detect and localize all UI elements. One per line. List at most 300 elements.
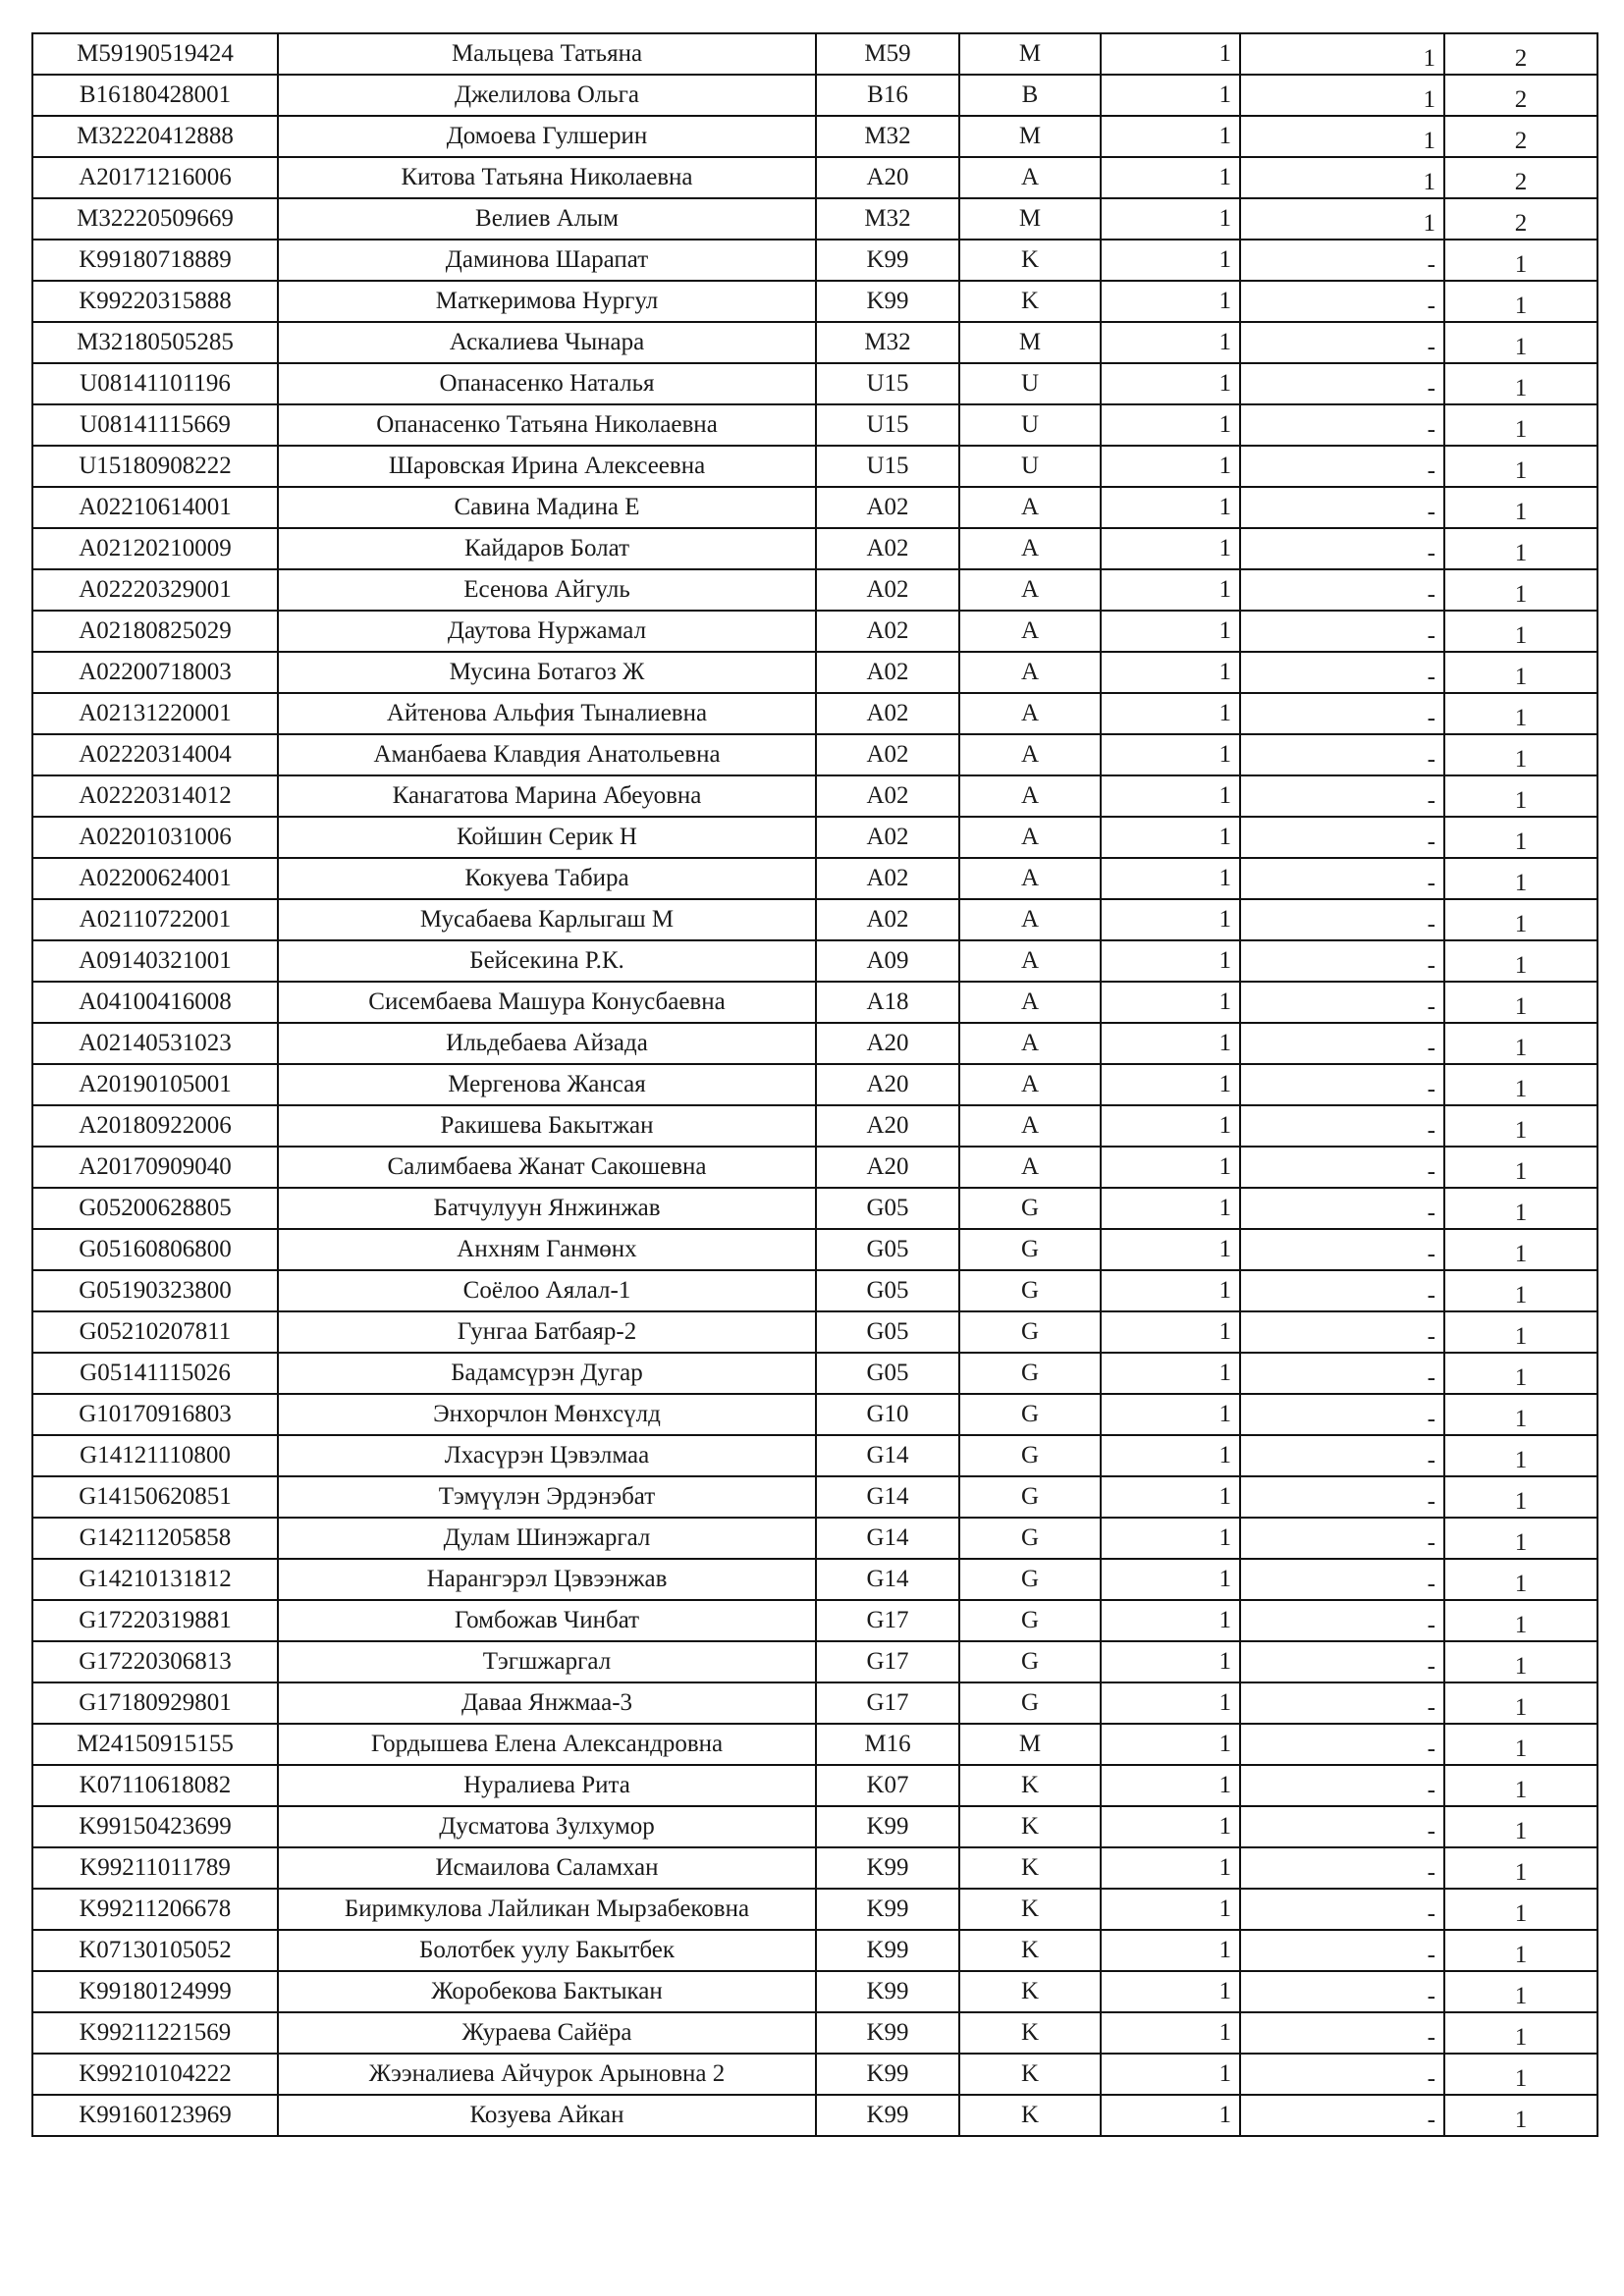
count-cell: 1 [1101,817,1240,858]
record-id-cell: G14210131812 [32,1559,278,1600]
person-name-cell: Есенова Айгуль [278,569,816,611]
value-one-cell-text: - [1427,2065,1435,2092]
person-name-cell: Бадамсүрэн Дугар [278,1353,816,1394]
value-two-cell [1444,858,1597,899]
group-code-cell: G05 [816,1188,959,1229]
value-one-cell [1240,363,1444,404]
table-row [32,569,1597,611]
count-cell: 1 [1101,1353,1240,1394]
table-row [32,2054,1597,2095]
value-one-cell-text: - [1427,1942,1435,1968]
value-two-cell [1444,1682,1597,1724]
record-id-cell: A02201031006 [32,817,278,858]
value-one-cell [1240,1559,1444,1600]
record-id-cell: G10170916803 [32,1394,278,1435]
record-id-cell: A20171216006 [32,157,278,198]
count-cell: 1 [1101,775,1240,817]
value-one-cell-text: - [1427,1900,1435,1927]
record-id-cell: A20170909040 [32,1147,278,1188]
value-one-cell-text: - [1427,375,1435,401]
category-letter-cell: A [959,1105,1101,1147]
group-code-cell: A02 [816,734,959,775]
value-two-cell [1444,1023,1597,1064]
table-row [32,982,1597,1023]
person-name-cell: Нуралиева Рита [278,1765,816,1806]
value-two-cell [1444,1064,1597,1105]
person-name-cell: Китова Татьяна Николаевна [278,157,816,198]
value-one-cell-text: 1 [1423,210,1435,237]
record-id-cell: A02110722001 [32,899,278,940]
value-one-cell-text: - [1427,705,1435,731]
value-one-cell-text: - [1427,1282,1435,1308]
value-two-cell [1444,1930,1597,1971]
table-row [32,322,1597,363]
table-row [32,817,1597,858]
record-id-cell: G17220306813 [32,1641,278,1682]
count-cell: 1 [1101,363,1240,404]
group-code-cell: A02 [816,528,959,569]
value-two-cell [1444,75,1597,116]
category-letter-cell: A [959,858,1101,899]
category-letter-cell: G [959,1394,1101,1435]
group-code-cell: G17 [816,1600,959,1641]
value-two-cell [1444,404,1597,446]
group-code-cell: K99 [816,2012,959,2054]
person-name-cell: Аскалиева Чынара [278,322,816,363]
value-two-cell-text: 1 [1514,416,1528,443]
record-id-cell: K99150423699 [32,1806,278,1847]
category-letter-cell: A [959,940,1101,982]
record-id-cell: A20180922006 [32,1105,278,1147]
value-one-cell-text: - [1427,993,1435,1020]
value-one-cell-text: - [1427,828,1435,855]
group-code-cell: A02 [816,693,959,734]
count-cell: 1 [1101,1765,1240,1806]
value-one-cell-text: - [1427,1035,1435,1061]
table-row [32,1600,1597,1641]
value-one-cell [1240,1064,1444,1105]
value-one-cell [1240,1971,1444,2012]
value-two-cell [1444,982,1597,1023]
value-two-cell [1444,775,1597,817]
value-one-cell [1240,1889,1444,1930]
table-row [32,528,1597,569]
value-two-cell-text: 1 [1514,1488,1528,1515]
count-cell: 1 [1101,1064,1240,1105]
value-two-cell [1444,1724,1597,1765]
person-name-cell: Джелилова Ольга [278,75,816,116]
table-body [32,33,1597,2136]
count-cell: 1 [1101,1847,1240,1889]
group-code-cell: A02 [816,858,959,899]
person-name-cell: Опанасенко Татьяна Николаевна [278,404,816,446]
value-one-cell [1240,899,1444,940]
person-name-cell: Кайдаров Болат [278,528,816,569]
value-two-cell [1444,1889,1597,1930]
group-code-cell: G05 [816,1270,959,1311]
category-letter-cell: K [959,240,1101,281]
table-row [32,693,1597,734]
person-name-cell: Жураева Сайёра [278,2012,816,2054]
value-one-cell-text: - [1427,293,1435,319]
count-cell: 1 [1101,322,1240,363]
value-two-cell-text: 2 [1514,86,1528,113]
record-id-cell: A02200718003 [32,652,278,693]
table-row [32,1188,1597,1229]
value-one-cell-text: - [1427,251,1435,278]
person-name-cell: Кокуева Табира [278,858,816,899]
value-one-cell-text: - [1427,1447,1435,1473]
value-one-cell [1240,1600,1444,1641]
value-two-cell-text: 1 [1514,993,1528,1020]
category-letter-cell: A [959,1064,1101,1105]
table-row [32,1806,1597,1847]
table-row [32,198,1597,240]
value-one-cell-text: - [1427,1241,1435,1267]
value-two-cell [1444,1311,1597,1353]
record-id-cell: G05200628805 [32,1188,278,1229]
count-cell: 1 [1101,487,1240,528]
category-letter-cell: K [959,1971,1101,2012]
value-two-cell-text: 1 [1514,2065,1528,2092]
value-two-cell-text: 1 [1514,828,1528,855]
group-code-cell: K99 [816,2095,959,2136]
category-letter-cell: A [959,528,1101,569]
value-one-cell [1240,1765,1444,1806]
category-letter-cell: U [959,446,1101,487]
category-letter-cell: U [959,363,1101,404]
record-id-cell: K99180124999 [32,1971,278,2012]
count-cell: 1 [1101,1600,1240,1641]
category-letter-cell: U [959,404,1101,446]
group-code-cell: A02 [816,899,959,940]
table-row [32,1682,1597,1724]
value-two-cell-text: 1 [1514,499,1528,525]
count-cell: 1 [1101,1559,1240,1600]
value-one-cell-text: - [1427,1488,1435,1515]
value-one-cell [1240,33,1444,75]
category-letter-cell: G [959,1188,1101,1229]
value-one-cell [1240,1724,1444,1765]
value-two-cell-text: 1 [1514,1406,1528,1432]
category-letter-cell: G [959,1353,1101,1394]
value-one-cell-text: - [1427,1612,1435,1638]
person-name-cell: Даваа Янжмаа-3 [278,1682,816,1724]
value-two-cell [1444,33,1597,75]
table-row [32,899,1597,940]
person-name-cell: Опанасенко Наталья [278,363,816,404]
value-two-cell-text: 1 [1514,1900,1528,1927]
value-one-cell [1240,611,1444,652]
record-id-cell: G05160806800 [32,1229,278,1270]
value-one-cell [1240,1311,1444,1353]
person-name-cell: Жээналиева Айчурок Арыновна 2 [278,2054,816,2095]
person-name-cell: Маткеримова Нургул [278,281,816,322]
person-name-cell: Велиев Алым [278,198,816,240]
category-letter-cell: A [959,817,1101,858]
category-letter-cell: K [959,281,1101,322]
count-cell: 1 [1101,1147,1240,1188]
group-code-cell: G14 [816,1476,959,1518]
group-code-cell: G10 [816,1394,959,1435]
table-row [32,2012,1597,2054]
count-cell: 1 [1101,1188,1240,1229]
value-one-cell [1240,1270,1444,1311]
category-letter-cell: A [959,982,1101,1023]
group-code-cell: K99 [816,240,959,281]
category-letter-cell: G [959,1600,1101,1641]
category-letter-cell: K [959,1847,1101,1889]
count-cell: 1 [1101,652,1240,693]
value-one-cell [1240,404,1444,446]
record-id-cell: B16180428001 [32,75,278,116]
group-code-cell: K07 [816,1765,959,1806]
count-cell: 1 [1101,1311,1240,1353]
count-cell: 1 [1101,404,1240,446]
value-two-cell-text: 1 [1514,1983,1528,2009]
value-two-cell-text: 1 [1514,251,1528,278]
value-one-cell-text: - [1427,334,1435,360]
table-row [32,240,1597,281]
value-one-cell [1240,198,1444,240]
value-two-cell-text: 1 [1514,1158,1528,1185]
record-id-cell: G05210207811 [32,1311,278,1353]
table-row [32,1353,1597,1394]
value-two-cell [1444,1270,1597,1311]
value-two-cell-text: 1 [1514,540,1528,566]
value-two-cell [1444,1105,1597,1147]
table-row [32,1847,1597,1889]
value-one-cell-text: - [1427,1117,1435,1144]
value-two-cell [1444,1476,1597,1518]
table-row [32,858,1597,899]
table-row [32,75,1597,116]
person-name-cell: Соёлоо Аялал-1 [278,1270,816,1311]
count-cell: 1 [1101,1476,1240,1518]
group-code-cell: M59 [816,33,959,75]
value-one-cell [1240,1806,1444,1847]
count-cell: 1 [1101,1806,1240,1847]
value-two-cell-text: 1 [1514,1035,1528,1061]
group-code-cell: U15 [816,404,959,446]
value-two-cell-text: 1 [1514,1571,1528,1597]
category-letter-cell: A [959,734,1101,775]
record-id-cell: K99211011789 [32,1847,278,1889]
value-one-cell [1240,1682,1444,1724]
value-two-cell-text: 1 [1514,1612,1528,1638]
value-two-cell-text: 2 [1514,45,1528,72]
value-two-cell [1444,1353,1597,1394]
count-cell: 1 [1101,198,1240,240]
person-name-cell: Жоробекова Бактыкан [278,1971,816,2012]
value-two-cell [1444,734,1597,775]
group-code-cell: A20 [816,1023,959,1064]
value-one-cell-text: 1 [1423,45,1435,72]
record-id-cell: A02220329001 [32,569,278,611]
value-two-cell [1444,1847,1597,1889]
table-row [32,1724,1597,1765]
group-code-cell: U15 [816,446,959,487]
value-one-cell [1240,487,1444,528]
value-one-cell [1240,281,1444,322]
count-cell: 1 [1101,1105,1240,1147]
table-row [32,281,1597,322]
count-cell: 1 [1101,528,1240,569]
category-letter-cell: K [959,2095,1101,2136]
category-letter-cell: G [959,1559,1101,1600]
group-code-cell: A02 [816,775,959,817]
group-code-cell: K99 [816,281,959,322]
group-code-cell: A20 [816,1147,959,1188]
record-id-cell: G17220319881 [32,1600,278,1641]
value-two-cell [1444,817,1597,858]
person-name-cell: Гунгаа Батбаяр-2 [278,1311,816,1353]
record-id-cell: M32220412888 [32,116,278,157]
category-letter-cell: A [959,487,1101,528]
value-two-cell-text: 1 [1514,581,1528,608]
record-id-cell: A04100416008 [32,982,278,1023]
category-letter-cell: K [959,2012,1101,2054]
group-code-cell: G05 [816,1353,959,1394]
value-two-cell [1444,528,1597,569]
value-one-cell [1240,240,1444,281]
record-id-cell: U08141115669 [32,404,278,446]
value-one-cell [1240,652,1444,693]
count-cell: 1 [1101,1889,1240,1930]
table-row [32,1559,1597,1600]
table-row [32,446,1597,487]
record-id-cell: U15180908222 [32,446,278,487]
table-row [32,1105,1597,1147]
value-two-cell-text: 1 [1514,375,1528,401]
person-name-cell: Дусматова Зулхумор [278,1806,816,1847]
value-one-cell-text: - [1427,622,1435,649]
value-two-cell-text: 1 [1514,1447,1528,1473]
value-two-cell [1444,2095,1597,2136]
value-two-cell-text: 1 [1514,1818,1528,1844]
person-name-cell: Даминова Шарапат [278,240,816,281]
group-code-cell: A09 [816,940,959,982]
value-one-cell [1240,1147,1444,1188]
person-name-cell: Салимбаева Жанат Сакошевна [278,1147,816,1188]
value-one-cell-text: 1 [1423,169,1435,195]
count-cell: 1 [1101,1971,1240,2012]
person-name-cell: Ракишева Бакытжан [278,1105,816,1147]
category-letter-cell: A [959,693,1101,734]
value-one-cell [1240,157,1444,198]
count-cell: 1 [1101,569,1240,611]
record-id-cell: U08141101196 [32,363,278,404]
table-row [32,1930,1597,1971]
count-cell: 1 [1101,240,1240,281]
record-id-cell: A02220314004 [32,734,278,775]
count-cell: 1 [1101,157,1240,198]
value-two-cell [1444,240,1597,281]
person-name-cell: Койшин Серик Н [278,817,816,858]
value-two-cell-text: 1 [1514,1076,1528,1102]
value-two-cell-text: 1 [1514,293,1528,319]
category-letter-cell: B [959,75,1101,116]
person-name-cell: Гордышева Елена Александровна [278,1724,816,1765]
group-code-cell: G05 [816,1311,959,1353]
table-row [32,1476,1597,1518]
value-two-cell-text: 1 [1514,1282,1528,1308]
table-row [32,734,1597,775]
value-two-cell-text: 1 [1514,1694,1528,1721]
table-row [32,1971,1597,2012]
value-one-cell [1240,1188,1444,1229]
group-code-cell: A20 [816,157,959,198]
value-one-cell-text: - [1427,1694,1435,1721]
value-two-cell-text: 1 [1514,1117,1528,1144]
table-row [32,1889,1597,1930]
category-letter-cell: G [959,1476,1101,1518]
table-row [32,404,1597,446]
count-cell: 1 [1101,2012,1240,2054]
person-name-cell: Мергенова Жансая [278,1064,816,1105]
person-name-cell: Тэгшжаргал [278,1641,816,1682]
value-two-cell [1444,1188,1597,1229]
value-two-cell [1444,1229,1597,1270]
category-letter-cell: K [959,1930,1101,1971]
count-cell: 1 [1101,940,1240,982]
person-name-cell: Бейсекина Р.К. [278,940,816,982]
record-id-cell: G14211205858 [32,1518,278,1559]
value-one-cell-text: - [1427,1529,1435,1556]
count-cell: 1 [1101,1682,1240,1724]
value-two-cell [1444,157,1597,198]
table-row [32,1641,1597,1682]
value-one-cell-text: - [1427,1364,1435,1391]
value-one-cell-text: - [1427,1653,1435,1680]
value-one-cell-text: 1 [1423,128,1435,154]
value-two-cell-text: 1 [1514,1323,1528,1350]
group-code-cell: M32 [816,322,959,363]
value-one-cell [1240,940,1444,982]
category-letter-cell: M [959,198,1101,240]
record-id-cell: K99211221569 [32,2012,278,2054]
person-name-cell: Шаровская Ирина Алексеевна [278,446,816,487]
group-code-cell: K99 [816,1889,959,1930]
value-two-cell-text: 1 [1514,1364,1528,1391]
value-two-cell-text: 1 [1514,1942,1528,1968]
value-two-cell [1444,569,1597,611]
record-id-cell: M59190519424 [32,33,278,75]
value-two-cell [1444,2012,1597,2054]
value-one-cell-text: - [1427,952,1435,979]
group-code-cell: A20 [816,1064,959,1105]
record-id-cell: G17180929801 [32,1682,278,1724]
value-one-cell-text: - [1427,746,1435,773]
record-id-cell: K99180718889 [32,240,278,281]
value-one-cell [1240,528,1444,569]
table-row [32,33,1597,75]
value-one-cell [1240,817,1444,858]
value-one-cell [1240,734,1444,775]
value-two-cell [1444,652,1597,693]
value-one-cell-text: - [1427,457,1435,484]
record-id-cell: G05190323800 [32,1270,278,1311]
value-one-cell [1240,775,1444,817]
value-one-cell [1240,858,1444,899]
group-code-cell: G17 [816,1682,959,1724]
category-letter-cell: A [959,569,1101,611]
table-row [32,1270,1597,1311]
value-one-cell [1240,446,1444,487]
value-one-cell-text: - [1427,1735,1435,1762]
group-code-cell: G14 [816,1435,959,1476]
value-two-cell-text: 1 [1514,2024,1528,2051]
